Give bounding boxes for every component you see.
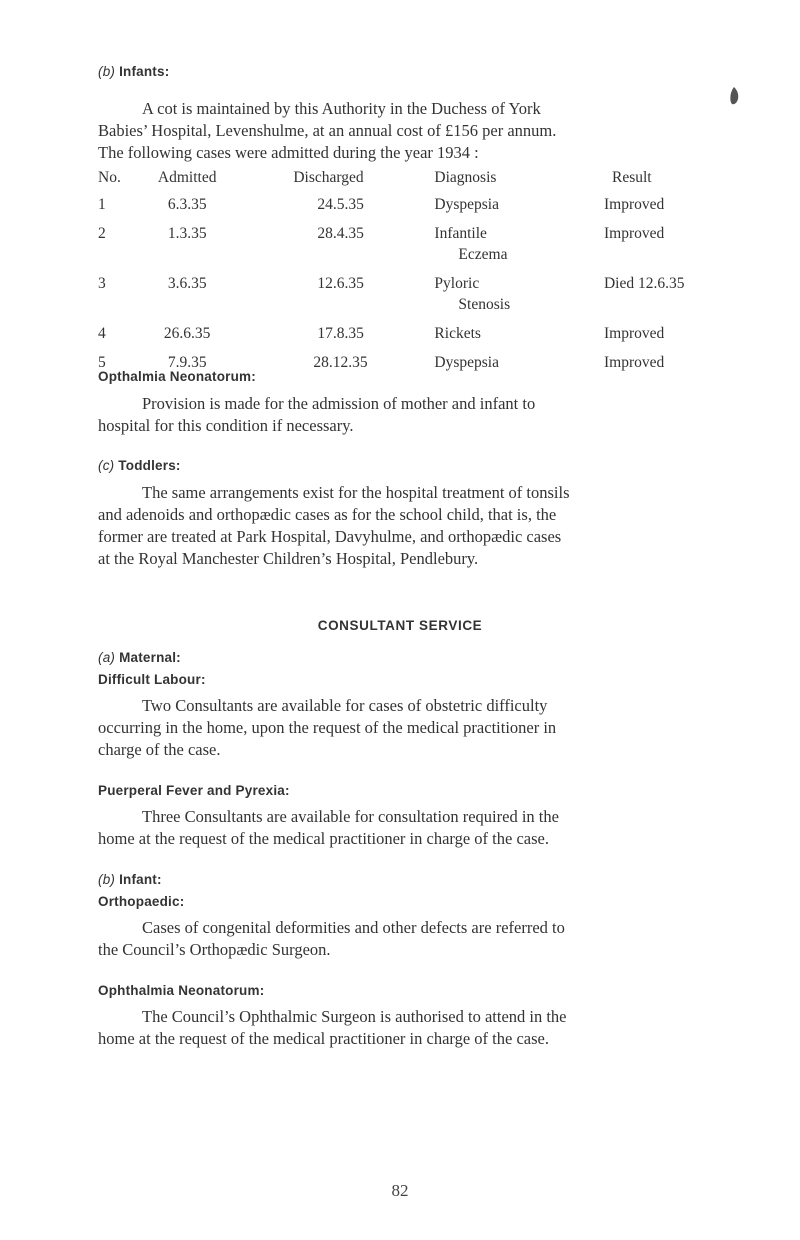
toddlers-label: (c) xyxy=(98,458,115,473)
cell-no: 5 xyxy=(98,354,106,371)
orthopaedic-line-1: Cases of congenital deformities and other defects are referred to xyxy=(142,918,565,937)
table-row xyxy=(98,194,738,223)
table-row xyxy=(98,273,738,323)
cell-no: 3 xyxy=(98,275,106,292)
ophthalmia-heading: Ophthalmia Neonatorum: xyxy=(98,983,265,998)
cell-admitted: 3.6.35 xyxy=(167,275,207,292)
difficult-line-3: charge of the case. xyxy=(98,740,221,759)
table-row xyxy=(98,223,738,273)
header-admitted: Admitted xyxy=(157,169,217,186)
infants-line-3: The following cases were admitted during the year 1934 : xyxy=(98,143,479,162)
infants-heading xyxy=(98,64,169,79)
cell-result: Improved xyxy=(603,325,665,342)
puerperal-line-1: Three Consultants are available for consultation required in the xyxy=(142,807,559,826)
header-discharged: Discharged xyxy=(293,169,364,186)
toddlers-line-4: at the Royal Manchester Children’s Hospital, Pendlebury. xyxy=(98,549,479,568)
infants-paragraph xyxy=(98,98,718,164)
header-result: Result xyxy=(611,169,652,186)
header-diagnosis: Diagnosis xyxy=(434,169,497,186)
toddlers-line-1: The same arrangements exist for the hospital treatment of tonsils xyxy=(142,483,570,502)
cell-no: 2 xyxy=(98,225,106,242)
toddlers-paragraph xyxy=(98,482,718,570)
opthalmia-line-2: hospital for this condition if necessary. xyxy=(98,416,354,435)
diagnosis-line: Rickets xyxy=(434,325,481,342)
cell-no: 4 xyxy=(98,325,106,342)
cell-result: Improved xyxy=(603,225,665,242)
difficult-line-1: Two Consultants are available for cases of obstetric difficulty xyxy=(142,696,548,715)
maternal-heading xyxy=(98,650,181,665)
table-header-row xyxy=(98,168,738,194)
orthopaedic-heading: Orthopaedic: xyxy=(98,894,185,909)
infants-line-2: Babies’ Hospital, Levenshulme, at an annual cost of £156 per annum. xyxy=(98,121,557,140)
toddlers-heading-text: Toddlers: xyxy=(118,458,181,473)
cell-admitted: 1.3.35 xyxy=(167,225,207,242)
cell-diagnosis xyxy=(434,223,574,273)
infants-label: (b) xyxy=(98,64,116,79)
puerperal-line-2: home at the request of the medical practitioner in charge of the case. xyxy=(98,829,549,848)
maternal-heading-text: Maternal: xyxy=(119,650,181,665)
difficult-labour-paragraph xyxy=(98,695,718,761)
cell-diagnosis xyxy=(434,273,574,323)
infant-label: (b) xyxy=(98,872,116,887)
difficult-labour-heading: Difficult Labour: xyxy=(98,672,206,687)
infant-heading-text: Infant: xyxy=(119,872,162,887)
header-no: No. xyxy=(98,169,121,186)
infant-heading xyxy=(98,872,162,887)
cell-admitted: 6.3.35 xyxy=(167,196,207,213)
maternal-label: (a) xyxy=(98,650,116,665)
toddlers-line-2: and adenoids and orthopædic cases as for the school child, that is, the xyxy=(98,505,557,524)
diagnosis-line: Dyspepsia xyxy=(434,354,499,371)
orthopaedic-paragraph xyxy=(98,917,718,961)
cell-discharged: 12.6.35 xyxy=(317,275,364,292)
puerperal-paragraph xyxy=(98,806,718,850)
opthalmia-paragraph xyxy=(98,393,718,437)
diagnosis-line: Eczema xyxy=(458,246,508,263)
diagnosis-line: Infantile xyxy=(434,225,487,242)
page-number: 82 xyxy=(391,1181,409,1200)
cell-no: 1 xyxy=(98,196,106,213)
puerperal-heading: Puerperal Fever and Pyrexia: xyxy=(98,783,290,798)
cell-result: Improved xyxy=(603,354,665,371)
cell-diagnosis xyxy=(434,194,574,223)
cell-discharged: 28.12.35 xyxy=(313,354,368,371)
ophthalmia-paragraph xyxy=(98,1006,718,1050)
cell-diagnosis xyxy=(434,352,574,381)
opthalmia-line-1: Provision is made for the admission of mother and infant to xyxy=(142,394,536,413)
opthalmia-heading: Opthalmia Neonatorum: xyxy=(98,369,256,384)
ophthalmia-line-1: The Council’s Ophthalmic Surgeon is authorised to attend in the xyxy=(142,1007,567,1026)
consultant-service-title: CONSULTANT SERVICE xyxy=(317,618,483,633)
ink-mark-icon xyxy=(728,86,740,106)
table-row xyxy=(98,323,738,352)
difficult-line-2: occurring in the home, upon the request of the medical practitioner in xyxy=(98,718,557,737)
diagnosis-line: Stenosis xyxy=(458,296,511,313)
cell-result: Improved xyxy=(603,196,665,213)
infants-line-1: A cot is maintained by this Authority in the Duchess of York xyxy=(142,99,541,118)
ophthalmia-line-2: home at the request of the medical practitioner in charge of the case. xyxy=(98,1029,549,1048)
cell-discharged: 28.4.35 xyxy=(317,225,364,242)
toddlers-line-3: former are treated at Park Hospital, Davyhulme, and orthopædic cases xyxy=(98,527,562,546)
cell-discharged: 17.8.35 xyxy=(317,325,364,342)
cell-admitted: 7.9.35 xyxy=(167,354,207,371)
diagnosis-line: Pyloric xyxy=(434,275,480,292)
orthopaedic-line-2: the Council’s Orthopædic Surgeon. xyxy=(98,940,331,959)
cell-result: Died 12.6.35 xyxy=(603,275,685,292)
cell-admitted: 26.6.35 xyxy=(163,325,211,342)
cell-discharged: 24.5.35 xyxy=(317,196,364,213)
toddlers-heading xyxy=(98,458,181,473)
cases-table xyxy=(98,168,738,381)
diagnosis-line: Dyspepsia xyxy=(434,196,499,213)
infants-heading-text: Infants: xyxy=(119,64,170,79)
cell-diagnosis xyxy=(434,323,574,352)
